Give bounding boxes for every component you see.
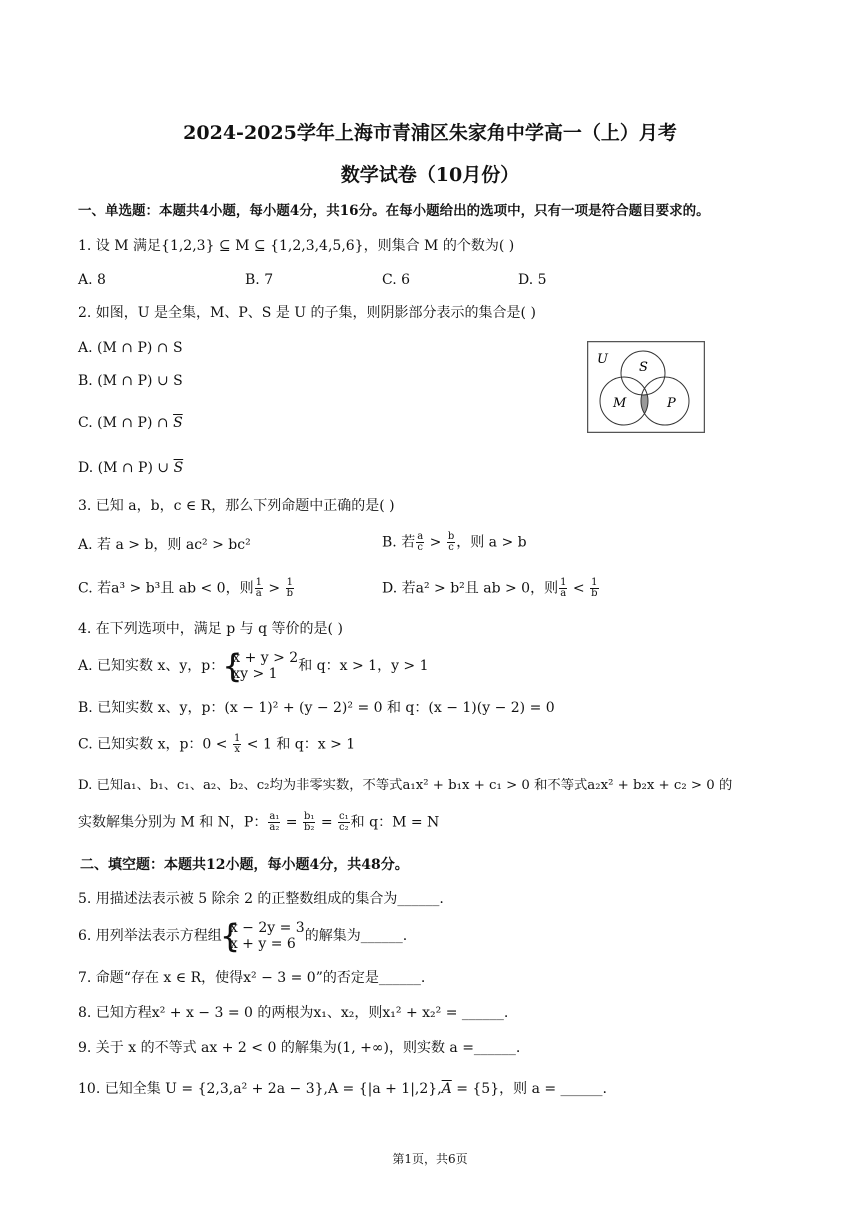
complement-a: $\overline{A}$ [441,1081,452,1097]
section1-heading: 一、单选题：本题共4小题，每小题4分，共16分。在每小题给出的选项中，只有一项是符合题目要求的。 [78,203,710,219]
q4-stem: 4. 在下列选项中，满足 p 与 q 等价的是( ) [78,621,343,637]
q1-stem: 1. 设 M 满足{1,2,3} ⊆ M ⊆ {1,2,3,4,5,6}，则集合 M 的个数为( ) [78,238,515,254]
q9: 9. 关于 x 的不等式 ax + 2 < 0 的解集为(1, +∞)，则实数 a =______. [78,1040,521,1056]
page-title-line1: 2024-2025学年上海市青浦区朱家角中学高一（上）月考 [183,122,677,144]
q4-option-a: A. 已知实数 x、y，p： { x + y > 2 xy > 1 和 q：x > 1，y > 1 [78,650,429,682]
section2-heading: 二、填空题：本题共12小题，每小题4分，共48分。 [80,857,409,873]
q1-option-d: D. 5 [518,272,547,288]
page-title-line2: 数学试卷（10月份） [340,164,520,186]
complement-s: $\overline{S}$ [173,415,183,431]
venn-label-p: P [667,396,676,411]
q3-option-c: C. 若a³ > b³且 ab < 0，则 $\frac{1}{a}$ > $\frac{1}{b}$ [78,577,293,599]
venn-label-u: U [597,352,608,367]
venn-label-m: M [613,396,627,411]
q2-option-c: C. (M ∩ P) ∩ $\overline{S}$ [78,415,183,431]
q4-option-d-line2: 实数解集分别为 M 和 N，P： $\frac{\text{a₁}}{\text{a₂}}$ = $\frac{\text{b₁}}{\text{b₂}}$ = $\frac{\text{c₁}}{\text{c₂}}$ 和 q：M = N [78,811,440,833]
q3-option-d: D. 若a² > b²且 ab > 0，则 $\frac{1}{a}$ < $\frac{1}{b}$ [382,577,598,599]
q2-option-b: B. (M ∩ P) ∪ S [78,373,183,389]
q5: 5. 用描述法表示被 5 除余 2 的正整数组成的集合为______. [78,891,444,907]
q10: 10. 已知全集 $U = \{2,3,a^2 + 2a - 3\},A = \{|a + 1|,2\},\overline{A} = \{5\}$，则 a = ______. [78,1081,607,1097]
venn-label-s: S [639,360,648,375]
q3-option-b: B. 若 $\frac{a}{c}$ > $\frac{b}{c}$ ，则 a > b [382,531,527,553]
q3-stem: 3. 已知 a，b，c ∈ R，那么下列命题中正确的是( ) [78,498,395,514]
q2-stem: 2. 如图，U 是全集，M、P、S 是 U 的子集，则阴影部分表示的集合是( ) [78,305,536,321]
q6-system: { x − 2y = 3 x + y = 6 [222,920,305,952]
q4-option-b: B. 已知实数 x、y，p：(x − 1)² + (y − 2)² = 0 和 q：(x − 1)(y − 2) = 0 [78,700,555,716]
complement-s: $\overline{S}$ [173,460,184,476]
q4-a-system: { x + y > 2 xy > 1 [224,650,298,682]
q6: 6. 用列举法表示方程组 { x − 2y = 3 x + y = 6 的解集为______. [78,920,407,952]
q4-option-d-line1: D. 已知a₁、b₁、c₁、a₂、b₂、c₂均为非零实数，不等式a₁x² + b₁x + c₁ > 0 和不等式a₂x² + b₂x + c₂ > 0 的 [78,778,733,793]
venn-diagram [587,341,705,433]
q1-option-b: B. 7 [245,272,274,288]
q8: 8. 已知方程x² + x − 3 = 0 的两根为x₁、x₂，则x₁² + x₂² = ______. [78,1005,509,1021]
q2-option-d: D. (M ∩ P) ∪ $\overline{S}$ [78,460,184,476]
q4-option-c: C. 已知实数 x，p：0 < $\frac{1}{x}$ < 1 和 q：x > 1 [78,733,356,755]
q2-option-a: A. (M ∩ P) ∩ S [78,340,183,356]
q1-option-a: A. 8 [78,272,106,288]
page-footer: 第1页，共6页 [392,1152,468,1166]
q1-option-c: C. 6 [382,272,411,288]
q3-option-a: A. 若 a > b，则 ac² > bc² [78,537,251,553]
q7: 7. 命题“存在 x ∈ R，使得x² − 3 = 0”的否定是______. [78,970,426,986]
